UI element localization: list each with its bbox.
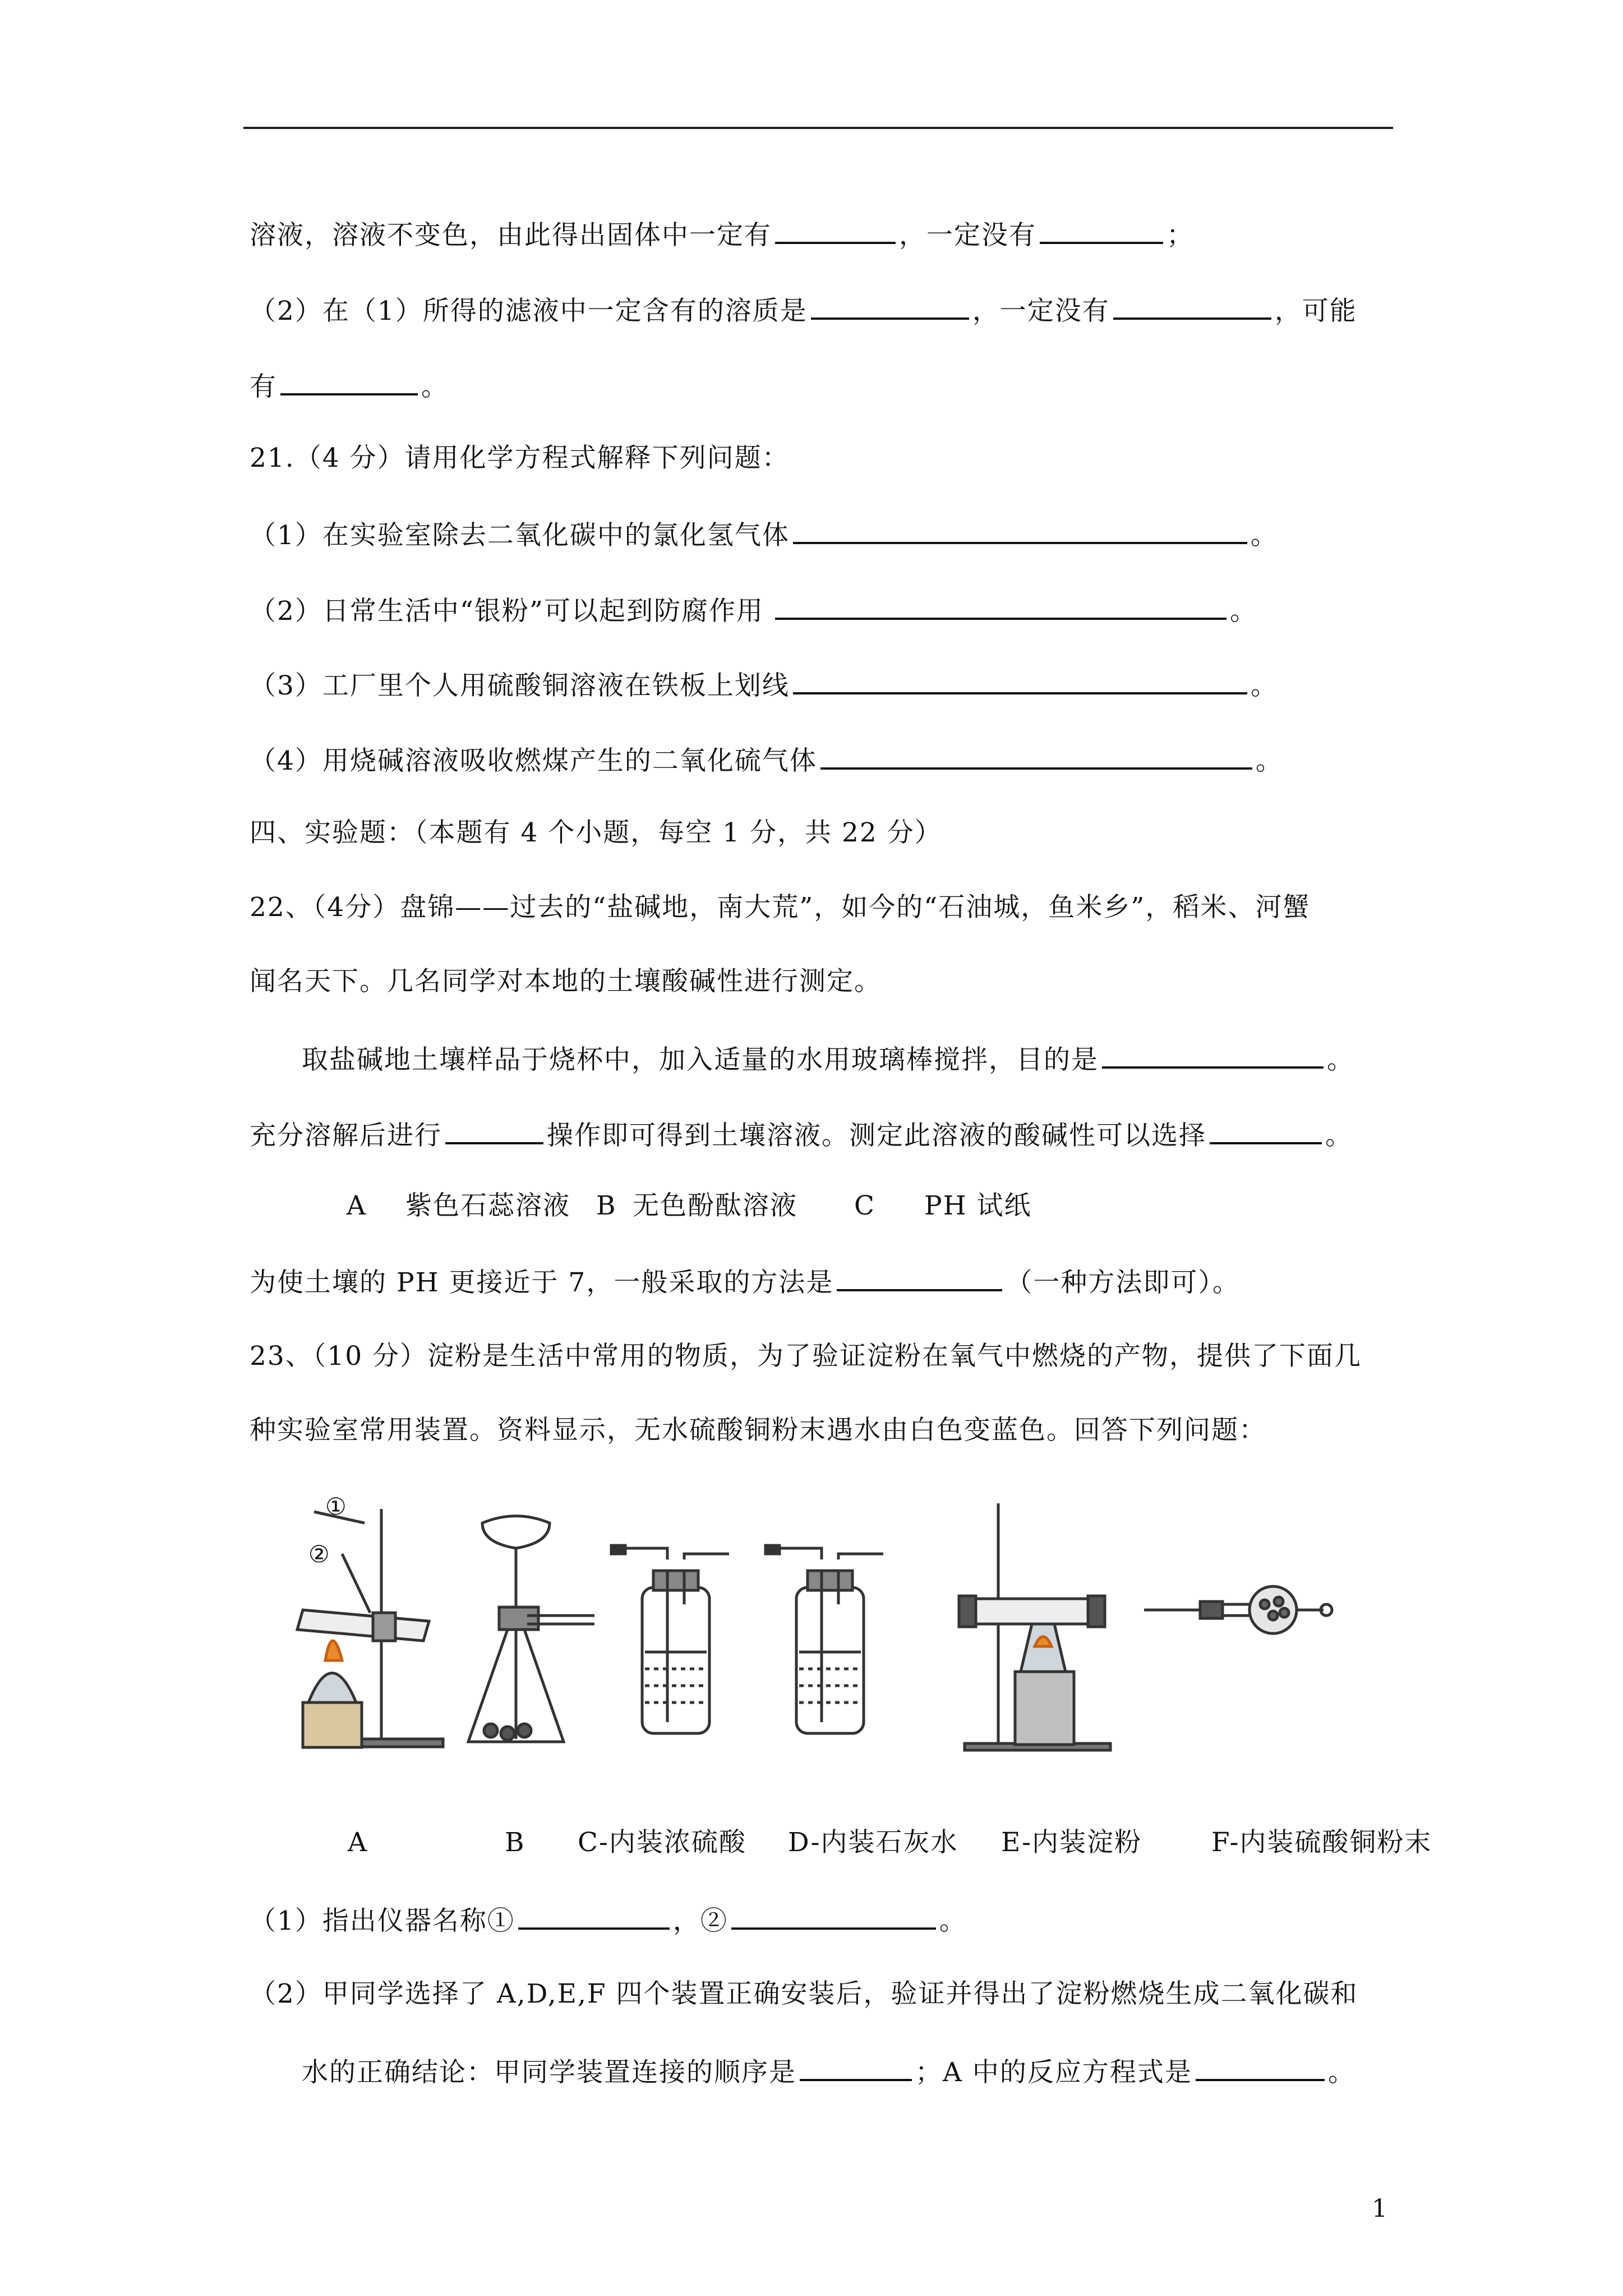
q20-part2: （2）在（1）所得的滤液中一定含有的溶质是 ，一定没有 ，可能: [250, 292, 1357, 328]
figure-label-b: B: [505, 1827, 525, 1858]
figure-label-c: C-内装浓硫酸: [578, 1827, 746, 1858]
answer-blank[interactable]: [820, 742, 1252, 770]
answer-blank[interactable]: [800, 2053, 912, 2081]
marker-2: ②: [308, 1540, 330, 1568]
answer-blank[interactable]: [837, 1263, 1002, 1291]
apparatus-d: [766, 1545, 883, 1733]
q22-intro-cont: 闻名天下。几名同学对本地的土壤酸碱性进行测定。: [250, 966, 882, 997]
answer-blank[interactable]: [775, 592, 1227, 620]
header-rule: [243, 127, 1393, 129]
apparatus-c: [611, 1545, 729, 1733]
answer-blank[interactable]: [731, 1902, 936, 1930]
answer-blank[interactable]: [445, 1116, 543, 1144]
apparatus-e: [959, 1503, 1110, 1750]
q23-part2-cont: 水的正确结论：甲同学装置连接的顺序是 ；A 中的反应方程式是 。: [302, 2053, 1355, 2090]
answer-blank[interactable]: [1196, 2053, 1325, 2081]
apparatus-b: [468, 1516, 594, 1742]
answer-blank[interactable]: [1210, 1116, 1322, 1144]
answer-blank[interactable]: [793, 666, 1247, 694]
option-c-text: PH 试纸: [924, 1190, 1032, 1221]
q23-intro: 23、（10 分）淀粉是生活中常用的物质，为了验证淀粉在氧气中燃烧的产物，提供了下面几: [250, 1341, 1362, 1372]
figure-label-d: D-内装石灰水: [788, 1827, 958, 1858]
answer-blank[interactable]: [775, 216, 896, 244]
q22-options: [347, 1189, 1032, 1223]
q23-intro-cont: 种实验室常用装置。资料显示，无水硫酸铜粉末遇水由白色变蓝色。回答下列问题：: [250, 1415, 1266, 1446]
figure-label-f: F-内装硫酸铜粉末: [1211, 1827, 1432, 1858]
q21-part1: （1）在实验室除去二氧化碳中的氯化氢气体 。: [250, 516, 1278, 553]
q22-step3: 为使土壤的 PH 更接近于 7，一般采取的方法是 （一种方法即可）。: [250, 1263, 1240, 1300]
q23-part2: （2）甲同学选择了 A,D,E,F 四个装置正确安装后，验证并得出了淀粉燃烧生成二氧化碳和: [250, 1978, 1358, 2009]
marker-1: ①: [325, 1493, 347, 1520]
answer-blank[interactable]: [518, 1902, 670, 1930]
q22-step1: 取盐碱地土壤样品于烧杯中，加入适量的水用玻璃棒搅拌，目的是 。: [302, 1041, 1354, 1077]
q22-intro: 22、（4分）盘锦——过去的“盐碱地，南大荒”，如今的“石油城，鱼米乡”，稻米、河蟹: [250, 892, 1311, 923]
section-4-heading: 四、实验题：（本题有 4 个小题，每空 1 分，共 22 分）: [250, 817, 942, 848]
apparatus-figure: [280, 1492, 1346, 1761]
option-b-letter: B: [596, 1190, 617, 1221]
q21-heading: 21.（4 分）请用化学方程式解释下列问题：: [250, 443, 790, 473]
apparatus-f: [1144, 1586, 1332, 1634]
answer-blank[interactable]: [793, 516, 1247, 544]
option-b-text: 无色酚酞溶液: [633, 1190, 797, 1221]
answer-blank[interactable]: [280, 367, 418, 395]
option-a-text: 紫色石蕊溶液: [405, 1190, 570, 1221]
q21-part3: （3）工厂里个人用硫酸铜溶液在铁板上划线 。: [250, 666, 1278, 703]
q21-part2: （2）日常生活中“银粉”可以起到防腐作用 。: [250, 592, 1257, 628]
answer-blank[interactable]: [1113, 292, 1271, 320]
figure-label-e: E-内装淀粉: [1001, 1827, 1142, 1858]
q23-part1: （1）指出仪器名称① ，② 。: [250, 1902, 967, 1938]
q22-step2: 充分溶解后进行 操作即可得到土壤溶液。测定此溶液的酸碱性可以选择 。: [250, 1116, 1353, 1153]
q20-line-1: 溶液，溶液不变色，由此得出固体中一定有 ，一定没有 ；: [250, 216, 1194, 252]
figure-label-a: A: [348, 1827, 368, 1858]
page-number: 1: [1372, 2194, 1387, 2223]
answer-blank[interactable]: [811, 292, 969, 320]
answer-blank[interactable]: [1040, 216, 1163, 244]
q21-part4: （4）用烧碱溶液吸收燃煤产生的二氧化硫气体 。: [250, 742, 1283, 778]
option-c-letter: C: [854, 1190, 875, 1221]
option-a-letter: A: [347, 1190, 367, 1221]
apparatus-a: [297, 1493, 443, 1747]
q20-part2-cont: 有 。: [250, 367, 449, 404]
answer-blank[interactable]: [1102, 1041, 1324, 1069]
figure-labels: [0, 1826, 1623, 1860]
